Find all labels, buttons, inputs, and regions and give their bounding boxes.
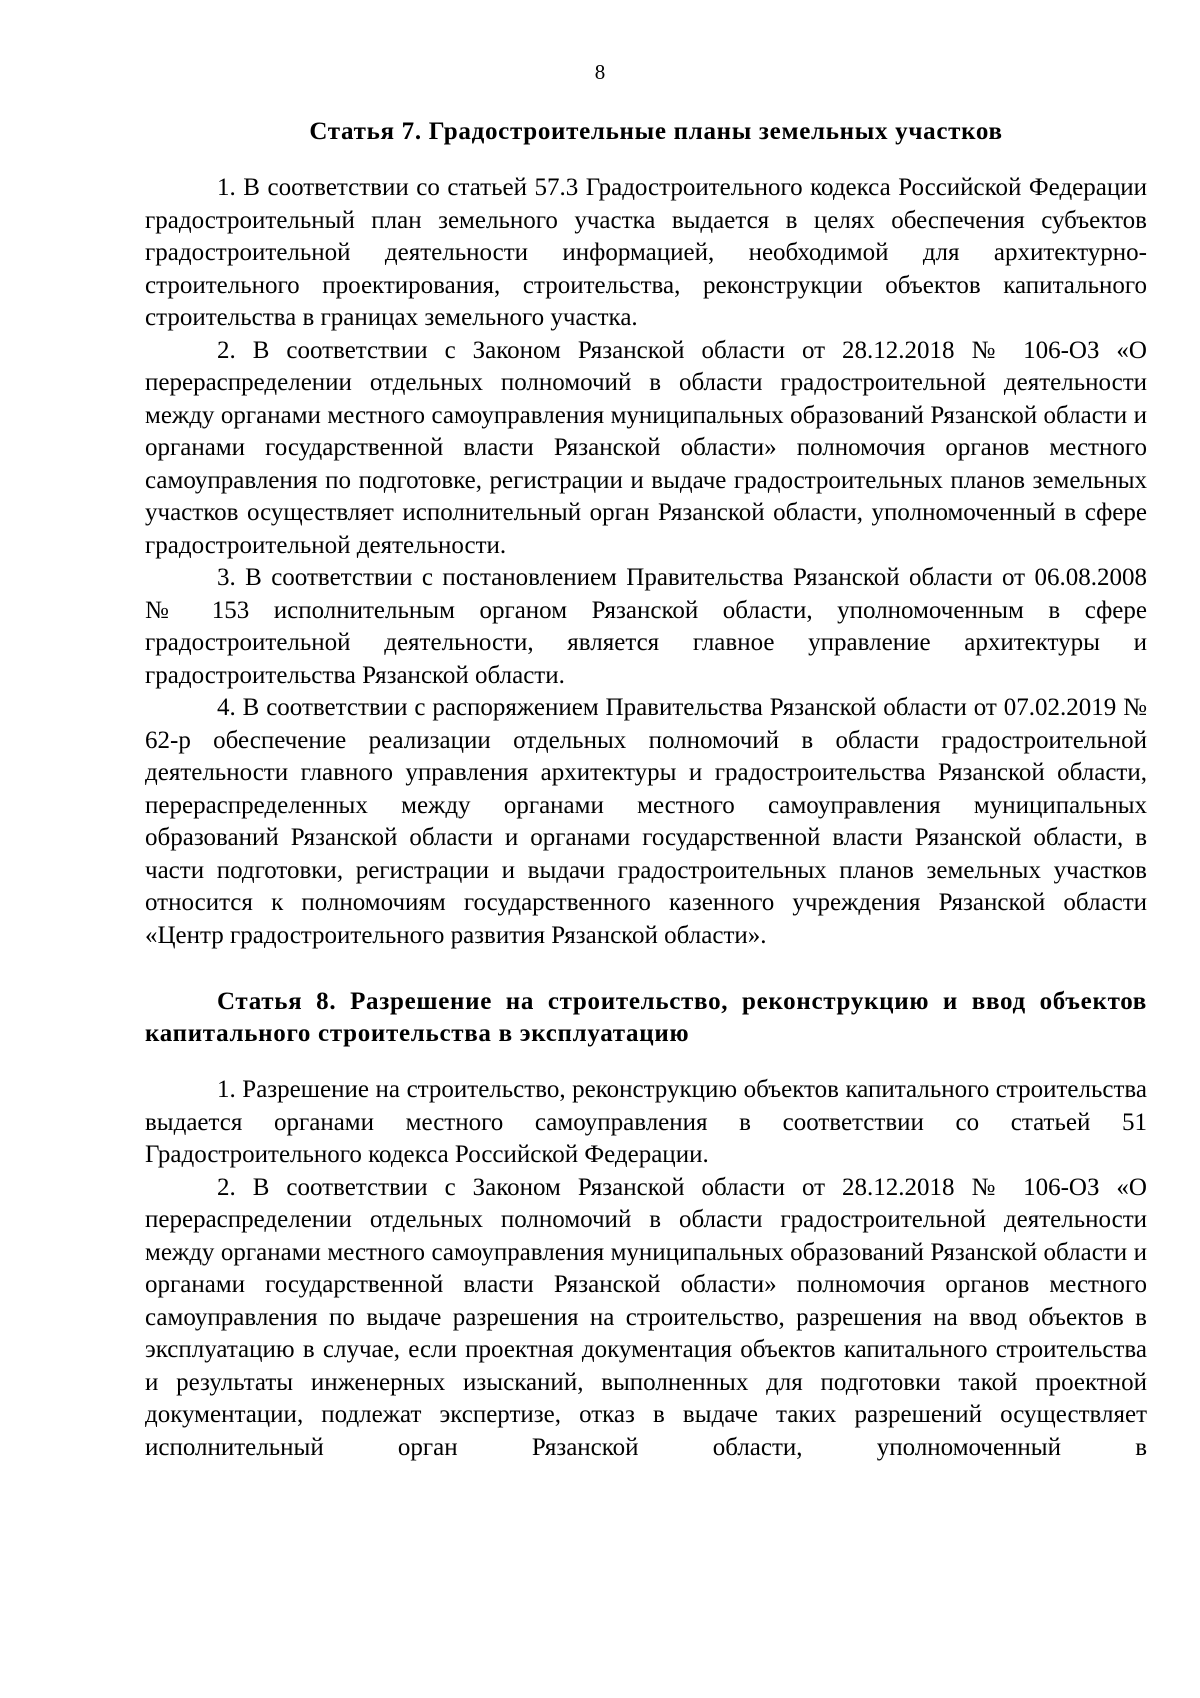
article-7-heading: Статья 7. Градостроительные планы земельных участков: [309, 118, 1003, 145]
article-8-paragraph-1: 1. Разрешение на строительство, реконструкцию объектов капитального строительства выдается органами местного самоуправления в соответствии со статьей 51 Градостроительного кодекса Российской Федерации.: [145, 1076, 1147, 1168]
page-number: 8: [594, 60, 606, 84]
article-7-paragraph-1: 1. В соответствии со статьей 57.3 Градостроительного кодекса Российской Федерации градостроительный план земельного участка выдается в целях обеспечения субъектов градостроительной деятельности информацией, необходимой для архитектурно-строительного проектирования, строительства, реконструкции объектов капитального строительства в границах земельного участка.: [145, 174, 1147, 331]
article-8-paragraph-2: 2. В соответствии с Законом Рязанской области от 28.12.2018 № 106-ОЗ «О перераспределении отдельных полномочий в области градостроительной деятельности между органами местного самоуправления муниципальных образований Рязанской области и органами государственной власти Рязанской области» полномочия органов местного самоуправления по выдаче разрешения на строительство, разрешения на ввод объектов в эксплуатацию в случае, если проектная документация объектов капитального строительства и результаты инженерных изысканий, выполненных для подготовки такой проектной документации, подлежат экспертизе, отказ в выдаче таких разрешений осуществляет исполнительный орган Рязанской области, уполномоченный в: [145, 1173, 1147, 1461]
article-7-paragraph-4: 4. В соответствии с распоряжением Правительства Рязанской области от 07.02.2019 № 62-р обеспечение реализации отдельных полномочий в области градостроительной деятельности главного управления архитектуры и градостроительства Рязанской области, перераспределенных между органами местного самоуправления муниципальных образований Рязанской области и органами государственной власти Рязанской области, в части подготовки, регистрации и выдачи градостроительных планов земельных участков относится к полномочиям государственного казенного учреждения Рязанской области «Центр градостроительного развития Рязанской области».: [145, 694, 1147, 949]
article-7-paragraph-2: 2. В соответствии с Законом Рязанской области от 28.12.2018 № 106-ОЗ «О перераспределении отдельных полномочий в области градостроительной деятельности между органами местного самоуправления муниципальных образований Рязанской области и органами государственной власти Рязанской области» полномочия органов местного самоуправления по подготовке, регистрации и выдаче градостроительных планов земельных участков осуществляет исполнительный орган Рязанской области, уполномоченный в сфере градостроительной деятельности.: [145, 336, 1147, 559]
document-body: [145, 116, 1147, 1464]
article-7-paragraph-3: 3. В соответствии с постановлением Правительства Рязанской области от 06.08.2008 № 153 исполнительным органом Рязанской области, уполномоченным в сфере градостроительной деятельности, является главное управление архитектуры и градостроительства Рязанской области.: [145, 564, 1147, 689]
article-8-body: [145, 1074, 1147, 1464]
article-7-body: [145, 172, 1147, 952]
article-8-heading: Статья 8. Разрешение на строительство, реконструкцию и ввод объектов капитального строительства в эксплуатацию: [145, 988, 1147, 1047]
